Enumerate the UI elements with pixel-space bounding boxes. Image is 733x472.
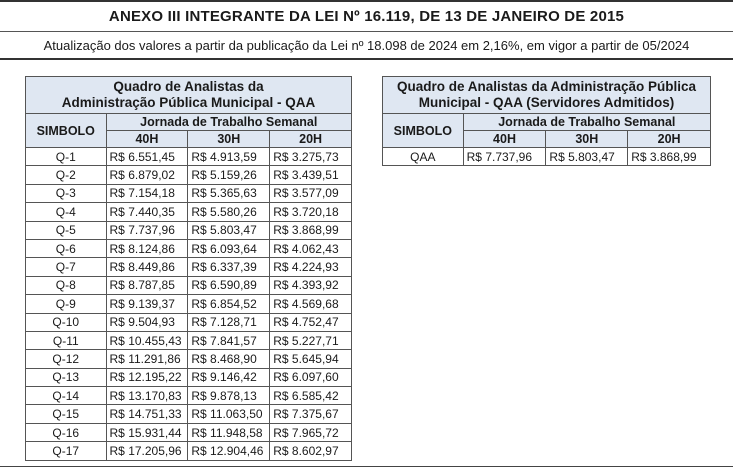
qaa-value-30h-cell: R$ 5.580,26: [188, 203, 270, 221]
qaa-symbol-cell: Q-1: [26, 148, 107, 166]
qaa-symbol-cell: Q-16: [26, 423, 107, 441]
qaa-value-40h-cell: R$ 9.139,37: [106, 295, 188, 313]
qaa-value-40h-cell: R$ 15.931,44: [106, 423, 188, 441]
admitidos-symbol-cell: QAA: [383, 148, 464, 166]
qaa-table-caption: [26, 77, 352, 114]
qaa-admitidos-salary-table: [382, 76, 711, 166]
qaa-table-row: [26, 203, 352, 221]
qaa-value-40h-cell: R$ 8.787,85: [106, 276, 188, 294]
admitidos-value-30h-cell: R$ 5.803,47: [546, 148, 628, 166]
qaa-value-40h-cell: R$ 6.879,02: [106, 166, 188, 184]
qaa-value-20h-cell: R$ 5.227,71: [270, 331, 352, 349]
qaa-symbol-cell: Q-12: [26, 350, 107, 368]
qaa-value-20h-cell: R$ 4.752,47: [270, 313, 352, 331]
qaa-table-row: [26, 184, 352, 202]
qaa-value-20h-cell: R$ 3.439,51: [270, 166, 352, 184]
admitidos-simbolo-header: SIMBOLO: [383, 114, 464, 148]
qaa-value-20h-cell: R$ 4.569,68: [270, 295, 352, 313]
admitidos-value-40h-cell: R$ 7.737,96: [463, 148, 546, 166]
qaa-symbol-cell: Q-10: [26, 313, 107, 331]
qaa-value-30h-cell: R$ 6.337,39: [188, 258, 270, 276]
qaa-value-40h-cell: R$ 12.195,22: [106, 368, 188, 386]
qaa-value-20h-cell: R$ 4.393,92: [270, 276, 352, 294]
qaa-value-30h-cell: R$ 9.878,13: [188, 387, 270, 405]
qaa-col-40h: 40H: [106, 131, 188, 148]
qaa-simbolo-header: SIMBOLO: [26, 114, 107, 148]
qaa-value-40h-cell: R$ 11.291,86: [106, 350, 188, 368]
qaa-value-20h-cell: R$ 4.224,93: [270, 258, 352, 276]
qaa-value-20h-cell: R$ 3.868,99: [270, 221, 352, 239]
qaa-col-30h: 30H: [188, 131, 270, 148]
admitidos-jornada-header: Jornada de Trabalho Semanal: [463, 114, 710, 131]
qaa-value-40h-cell: R$ 8.449,86: [106, 258, 188, 276]
qaa-value-20h-cell: R$ 3.577,09: [270, 184, 352, 202]
qaa-value-30h-cell: R$ 11.948,58: [188, 423, 270, 441]
qaa-symbol-cell: Q-8: [26, 276, 107, 294]
qaa-value-40h-cell: R$ 7.737,96: [106, 221, 188, 239]
qaa-symbol-cell: Q-3: [26, 184, 107, 202]
qaa-table-row: [26, 368, 352, 386]
qaa-value-20h-cell: R$ 4.062,43: [270, 239, 352, 257]
document-subtitle: Atualização dos valores a partir da publicação da Lei nº 18.098 de 2024 em 2,16%, em vigor a partir de 05/2024: [0, 33, 733, 60]
qaa-symbol-cell: Q-9: [26, 295, 107, 313]
qaa-symbol-cell: Q-14: [26, 387, 107, 405]
qaa-value-30h-cell: R$ 4.913,59: [188, 148, 270, 166]
qaa-table-row: [26, 276, 352, 294]
qaa-value-20h-cell: R$ 6.097,60: [270, 368, 352, 386]
qaa-value-30h-cell: R$ 7.128,71: [188, 313, 270, 331]
qaa-value-40h-cell: R$ 10.455,43: [106, 331, 188, 349]
qaa-symbol-cell: Q-4: [26, 203, 107, 221]
qaa-symbol-cell: Q-2: [26, 166, 107, 184]
qaa-value-30h-cell: R$ 6.093,64: [188, 239, 270, 257]
qaa-table-row: [26, 442, 352, 460]
qaa-symbol-cell: Q-6: [26, 239, 107, 257]
qaa-value-40h-cell: R$ 9.504,93: [106, 313, 188, 331]
qaa-jornada-header: Jornada de Trabalho Semanal: [106, 114, 351, 131]
qaa-table-row: [26, 331, 352, 349]
qaa-salary-table: [25, 76, 352, 461]
qaa-value-20h-cell: R$ 7.375,67: [270, 405, 352, 423]
qaa-table-row: [26, 387, 352, 405]
qaa-value-40h-cell: R$ 13.170,83: [106, 387, 188, 405]
qaa-symbol-cell: Q-15: [26, 405, 107, 423]
qaa-table-row: [26, 313, 352, 331]
qaa-value-30h-cell: R$ 5.803,47: [188, 221, 270, 239]
qaa-table-row: [26, 148, 352, 166]
qaa-table-row: [26, 405, 352, 423]
bottom-rule: [0, 466, 733, 467]
qaa-caption-line2: Administração Pública Municipal - QAA: [61, 95, 316, 110]
admitidos-table-row: [383, 148, 711, 166]
qaa-value-20h-cell: R$ 7.965,72: [270, 423, 352, 441]
qaa-value-40h-cell: R$ 8.124,86: [106, 239, 188, 257]
admitidos-value-20h-cell: R$ 3.868,99: [628, 148, 711, 166]
qaa-table-row: [26, 166, 352, 184]
qaa-symbol-cell: Q-7: [26, 258, 107, 276]
qaa-symbol-cell: Q-17: [26, 442, 107, 460]
qaa-value-20h-cell: R$ 8.602,97: [270, 442, 352, 460]
qaa-value-20h-cell: R$ 3.275,73: [270, 148, 352, 166]
qaa-value-30h-cell: R$ 7.841,57: [188, 331, 270, 349]
admitidos-col-30h: 30H: [546, 131, 628, 148]
qaa-table-row: [26, 350, 352, 368]
document-title: ANEXO III INTEGRANTE DA LEI Nº 16.119, DE 13 DE JANEIRO DE 2015: [0, 0, 733, 32]
qaa-symbol-cell: Q-13: [26, 368, 107, 386]
qaa-value-30h-cell: R$ 5.365,63: [188, 184, 270, 202]
qaa-value-30h-cell: R$ 6.590,89: [188, 276, 270, 294]
admitidos-caption-line2: Municipal - QAA (Servidores Admitidos): [418, 95, 675, 110]
qaa-value-40h-cell: R$ 7.154,18: [106, 184, 188, 202]
admitidos-col-20h: 20H: [628, 131, 711, 148]
qaa-value-40h-cell: R$ 6.551,45: [106, 148, 188, 166]
qaa-value-40h-cell: R$ 14.751,33: [106, 405, 188, 423]
qaa-table-row: [26, 239, 352, 257]
qaa-value-30h-cell: R$ 6.854,52: [188, 295, 270, 313]
qaa-caption-line1: Quadro de Analistas da: [113, 79, 264, 94]
qaa-value-30h-cell: R$ 8.468,90: [188, 350, 270, 368]
qaa-table-row: [26, 221, 352, 239]
qaa-value-40h-cell: R$ 17.205,96: [106, 442, 188, 460]
qaa-col-20h: 20H: [270, 131, 352, 148]
qaa-value-30h-cell: R$ 9.146,42: [188, 368, 270, 386]
qaa-table-row: [26, 423, 352, 441]
qaa-value-30h-cell: R$ 12.904,46: [188, 442, 270, 460]
qaa-symbol-cell: Q-5: [26, 221, 107, 239]
admitidos-col-40h: 40H: [463, 131, 546, 148]
qaa-value-20h-cell: R$ 3.720,18: [270, 203, 352, 221]
admitidos-caption-line1: Quadro de Analistas da Administração Pública: [396, 79, 697, 94]
qaa-value-30h-cell: R$ 11.063,50: [188, 405, 270, 423]
admitidos-table-caption: [383, 77, 711, 114]
qaa-symbol-cell: Q-11: [26, 331, 107, 349]
qaa-value-40h-cell: R$ 7.440,35: [106, 203, 188, 221]
qaa-value-20h-cell: R$ 6.585,42: [270, 387, 352, 405]
qaa-value-30h-cell: R$ 5.159,26: [188, 166, 270, 184]
qaa-table-row: [26, 295, 352, 313]
qaa-value-20h-cell: R$ 5.645,94: [270, 350, 352, 368]
qaa-table-row: [26, 258, 352, 276]
